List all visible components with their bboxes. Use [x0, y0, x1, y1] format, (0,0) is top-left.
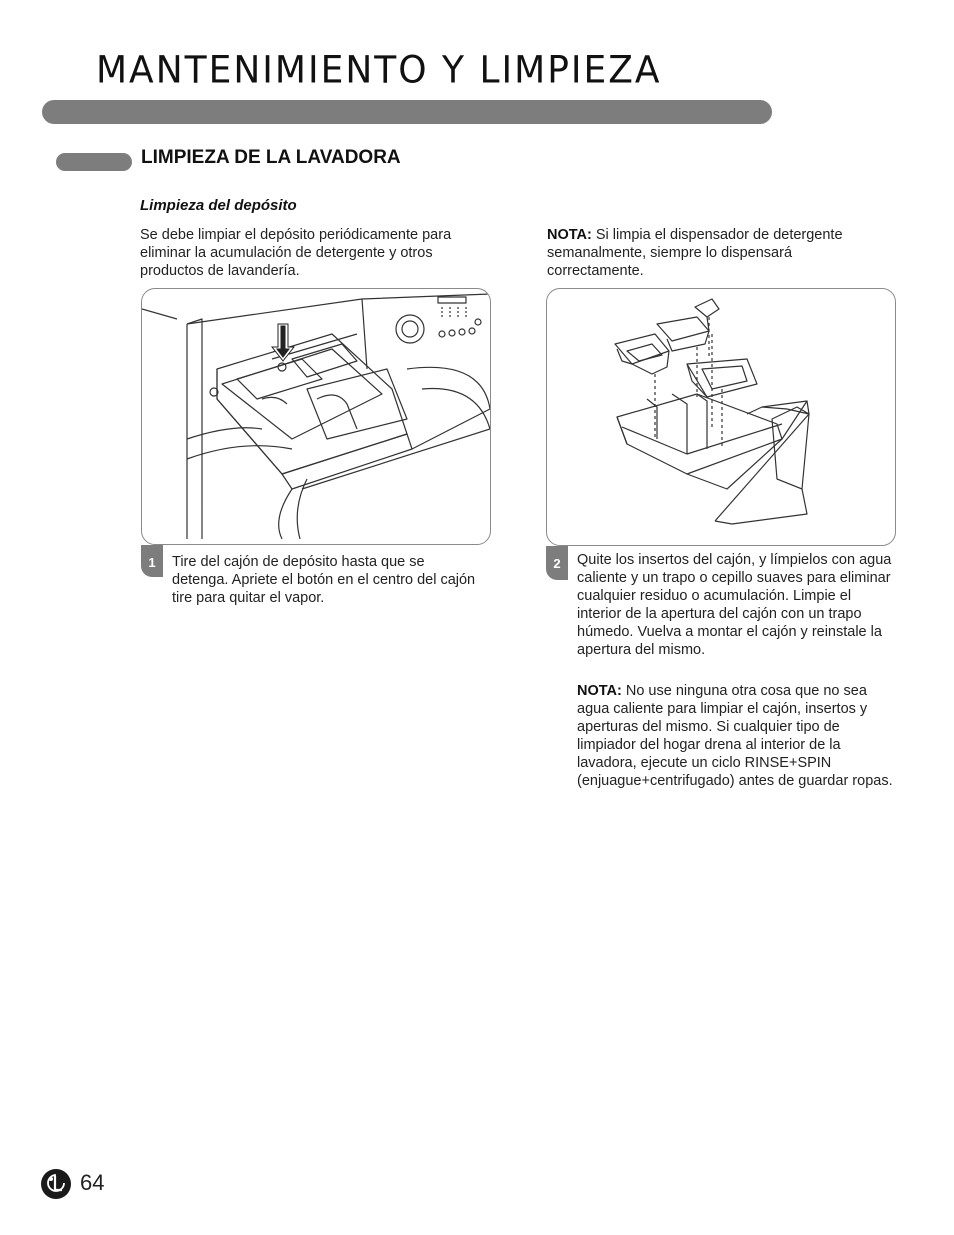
section-pill-decoration — [56, 153, 132, 171]
drawer-pulled-illustration — [142, 289, 490, 544]
note-top — [547, 226, 887, 280]
intro-paragraph: Se debe limpiar el depósito periódicamente para eliminar la acumulación de detergente y otros productos de lavandería. — [140, 227, 452, 279]
drawer-inserts-illustration — [547, 289, 895, 545]
note-top-label: NOTA: — [547, 227, 592, 243]
figure-drawer-pulled — [141, 288, 491, 545]
note-top-text: Si limpia el dispensador de detergente semanalmente, siempre lo dispensará correctamente. — [547, 227, 843, 279]
step-2-badge: 2 — [546, 546, 568, 580]
step-1-text: Tire del cajón de depósito hasta que se detenga. Apriete el botón en el centro del cajón tire para quitar el vapor. — [172, 554, 476, 606]
section-heading: LIMPIEZA DE LA LAVADORA — [141, 147, 401, 168]
page-number: 64 — [80, 1170, 105, 1195]
lg-logo — [40, 1168, 72, 1200]
note-bottom-label: NOTA: — [577, 683, 622, 699]
figure-drawer-inserts — [546, 288, 896, 546]
step-1-badge: 1 — [141, 545, 163, 577]
note-bottom-text: No use ninguna otra cosa que no sea agua caliente para limpiar el cajón, insertos y aperturas del mismo. Si cualquier tipo de limpiador del hogar drena al interior de la lavadora, ejecute un ciclo RINSE+SPIN (enjuague+centrifugado) antes de guardar ropas. — [577, 683, 893, 789]
note-bottom — [577, 682, 897, 790]
title-bar-decoration — [42, 100, 772, 124]
subheading: Limpieza del depósito — [140, 197, 297, 214]
page-title: MANTENIMIENTO Y LIMPIEZA — [96, 48, 662, 93]
step-2-text: Quite los insertos del cajón, y límpielos con agua caliente y un trapo o cepillo suaves para eliminar cualquier residuo o acumulación. Limpie el interior de la apertura del cajón con un trapo húmedo. Vuelva a montar el cajón y reinstale la apertura del mismo. — [577, 552, 892, 658]
